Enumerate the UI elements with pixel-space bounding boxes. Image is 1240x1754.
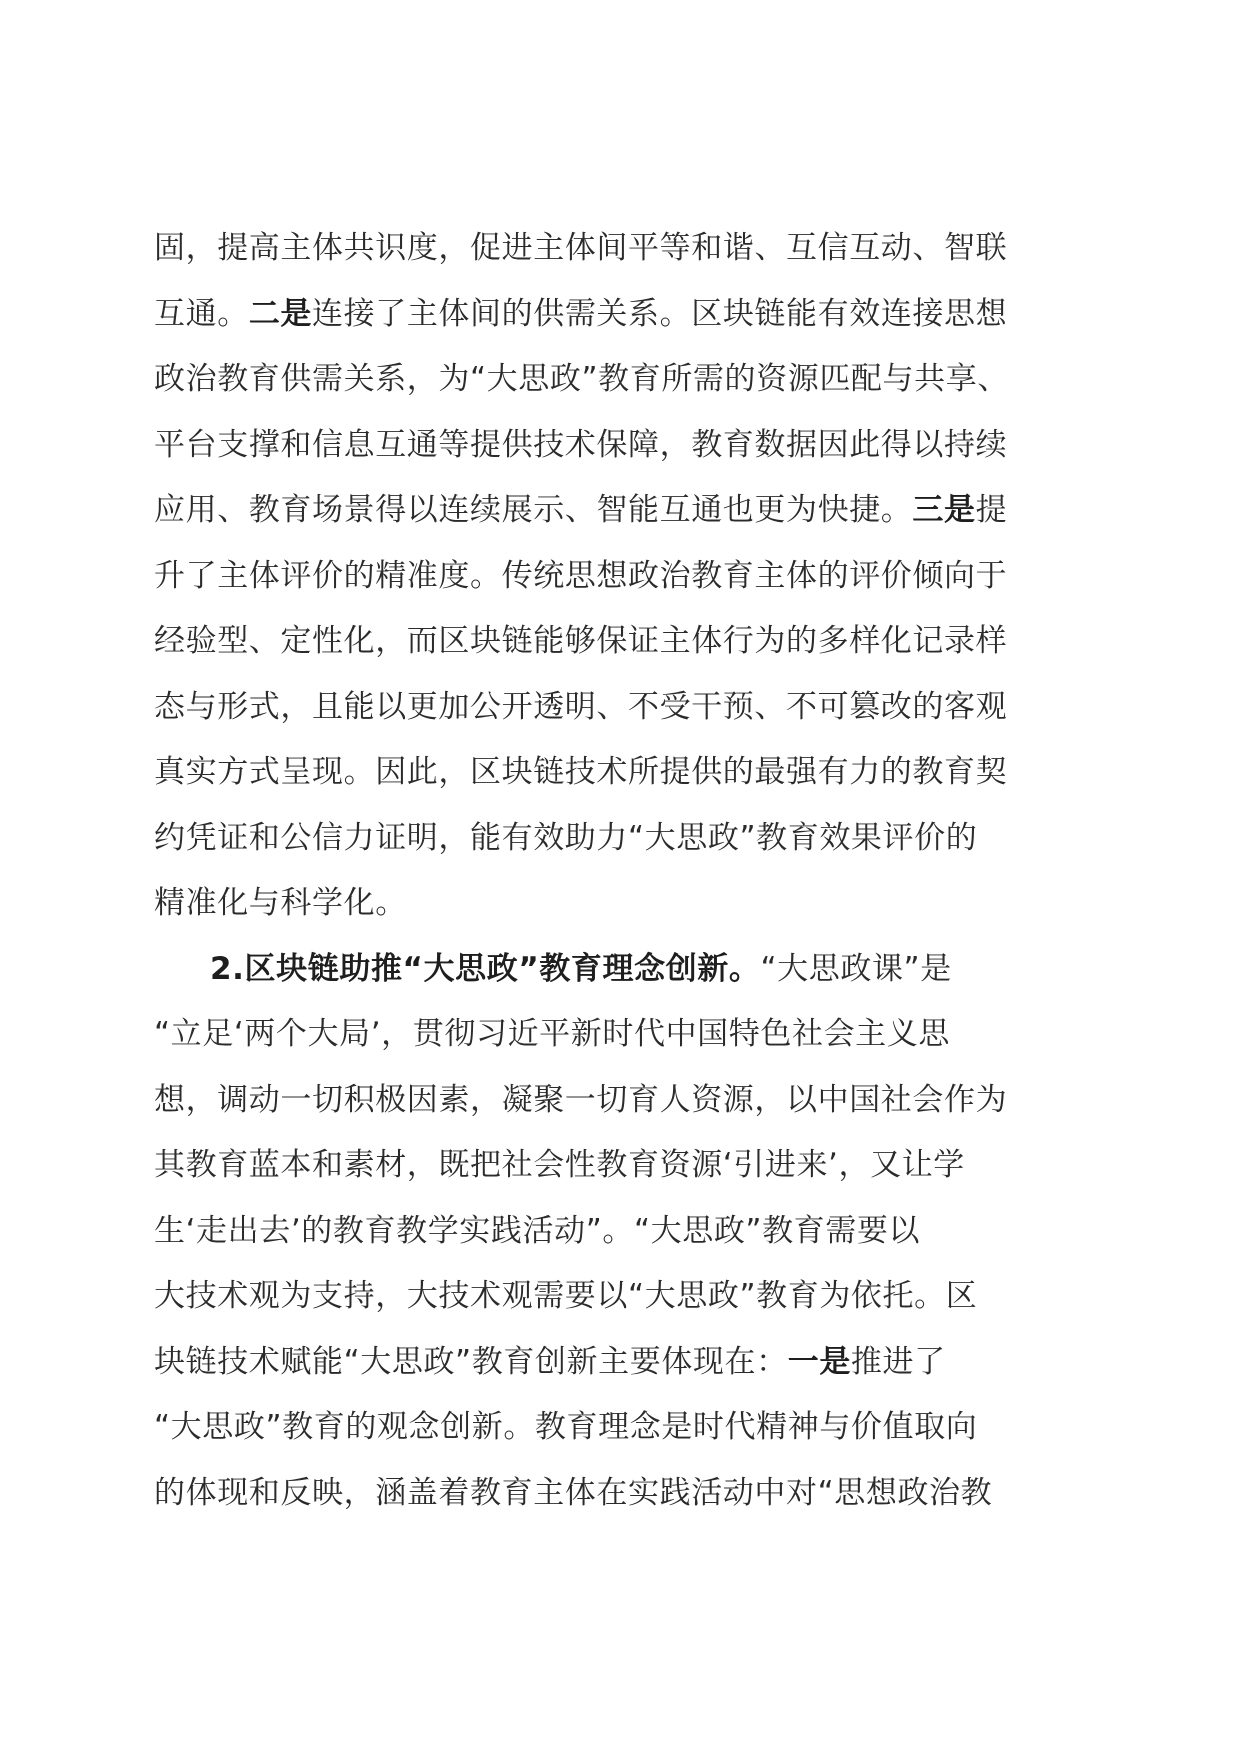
text-run: 大技术观为支持，大技术观需要以“大思政”教育为依托。区 — [154, 1278, 978, 1314]
text-run: 其教育蓝本和素材，既把社会性教育资源‘引进来’，又让学 — [154, 1147, 965, 1183]
text-line — [154, 347, 1058, 413]
text-line — [154, 282, 1058, 348]
text-run: 的体现和反映，涵盖着教育主体在实践活动中对“思想政治教 — [154, 1474, 993, 1511]
text-line — [154, 478, 1058, 544]
bold-run: 二是 — [248, 295, 313, 332]
text-run: 生‘走出去’的教育教学实践活动”。“大思政”教育需要以 — [154, 1212, 921, 1249]
text-run: 推进了 — [850, 1343, 946, 1380]
text-line — [154, 675, 1058, 741]
text-line — [154, 1461, 1058, 1527]
text-line — [154, 216, 1058, 282]
text-run: 升了主体评价的精准度。传统思想政治教育主体的评价倾向于 — [154, 557, 1008, 594]
text-line — [154, 1133, 1058, 1199]
text-line — [154, 1264, 1058, 1330]
text-run: 互通。 — [154, 295, 249, 332]
text-run: 块链技术赋能“大思政”教育创新主要体现在： — [154, 1343, 788, 1380]
text-line — [154, 1068, 1058, 1134]
text-line — [154, 1330, 1058, 1396]
text-run: 经验型、定性化，而区块链能够保证主体行为的多样化记录样 — [154, 623, 1008, 659]
text-run: 平台支撑和信息互通等提供技术保障，教育数据因此得以持续 — [154, 426, 1008, 463]
text-run: 想，调动一切积极因素，凝聚一切育人资源，以中国社会作为 — [154, 1081, 1008, 1118]
bold-run: 三是 — [912, 492, 976, 528]
text-run: 政治教育供需关系，为“大思政”教育所需的资源匹配与共享、 — [154, 361, 1009, 397]
text-line — [154, 806, 1058, 872]
text-line — [154, 740, 1058, 806]
section-heading: 2.区块链助推“大思政”教育理念创新。 — [210, 950, 761, 987]
text-run: “大思政课”是 — [760, 950, 952, 987]
text-run: 提 — [975, 492, 1008, 528]
text-run: 应用、教育场景得以连续展示、智能互通也更为快捷。 — [154, 492, 913, 528]
text-run: 精准化与科学化。 — [154, 885, 407, 921]
text-line — [154, 1002, 1058, 1068]
text-line — [154, 609, 1058, 675]
text-line — [154, 871, 1058, 937]
text-line — [154, 413, 1058, 479]
text-line — [154, 544, 1058, 610]
text-line — [154, 1395, 1058, 1461]
text-run: 固，提高主体共识度，促进主体间平等和谐、互信互动、智联 — [154, 230, 1008, 266]
text-run: “大思政”教育的观念创新。教育理念是时代精神与价值取向 — [154, 1409, 978, 1445]
text-run: 约凭证和公信力证明，能有效助力“大思政”教育效果评价的 — [154, 819, 978, 856]
bold-run: 一是 — [787, 1343, 851, 1380]
text-run: 态与形式，且能以更加公开透明、不受干预、不可篡改的客观 — [154, 688, 1008, 725]
text-line — [154, 1199, 1058, 1265]
text-run: 连接了主体间的供需关系。区块链能有效连接思想 — [312, 295, 1008, 332]
section-heading-line — [154, 937, 1058, 1003]
text-run: 真实方式呈现。因此，区块链技术所提供的最强有力的教育契 — [154, 754, 1008, 790]
text-run: “立足‘两个大局’，贯彻习近平新时代中国特色社会主义思 — [154, 1016, 950, 1052]
body-text — [154, 216, 1058, 1526]
